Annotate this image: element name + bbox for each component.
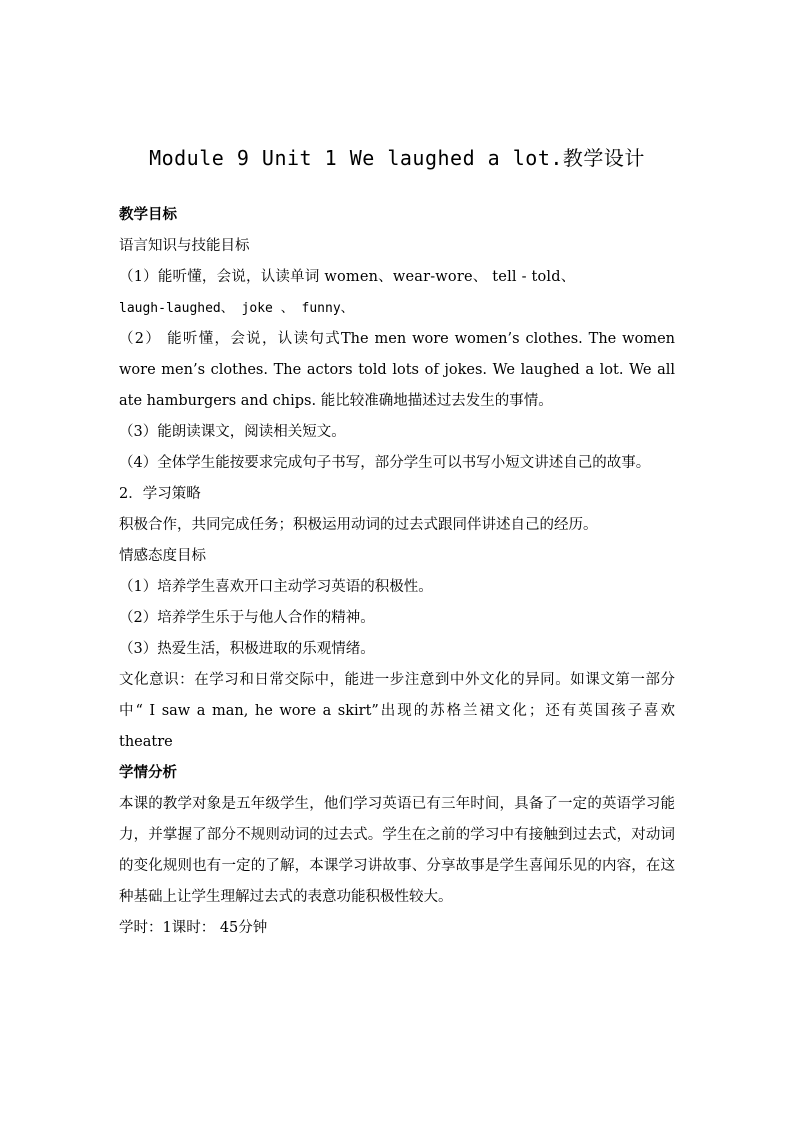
analysis-text: 本课的教学对象是五年级学生，他们学习英语已有三年时间，具备了一定的英语学习能力，并掌握了部分不规则动词的过去式。学生在之前的学习中有接触到过去式，对动词的变化规则也有一定的了解，本课学习讲故事、分享故事是学生喜闻乐见的内容，在这种基础上让学生理解过去式的表意功能积极性较大。 <box>119 796 675 905</box>
analysis-heading: 学情分析 <box>119 765 177 781</box>
skills-heading: 语言知识与技能目标 <box>119 238 250 254</box>
culture-awareness-text: 文化意识：在学习和日常交际中，能进一步注意到中外文化的异同。如课文第一部分中“ I saw a man, he wore a skirt”出现的苏格兰裙文化；还有英国孩子喜欢 theatre <box>119 672 675 750</box>
document-body <box>119 200 675 944</box>
skill-item-1-line-2: laugh-laughed、 joke 、 funny、 <box>119 301 354 316</box>
class-hours: 学时：1课时： 45分钟 <box>119 920 268 936</box>
attitude-heading: 情感态度目标 <box>119 548 206 564</box>
attitude-item-2: （2）培养学生乐于与他人合作的精神。 <box>119 610 375 626</box>
objectives-heading: 教学目标 <box>119 207 177 223</box>
attitude-item-3: （3）热爱生活，积极进取的乐观情绪。 <box>119 641 375 657</box>
strategy-heading: 2．学习策略 <box>119 486 201 502</box>
attitude-item-1: （1）培养学生喜欢开口主动学习英语的积极性。 <box>119 579 433 595</box>
skill-item-3: （3）能朗读课文，阅读相关短文。 <box>119 424 346 440</box>
strategy-text: 积极合作，共同完成任务；积极运用动词的过去式跟同伴讲述自己的经历。 <box>119 517 598 533</box>
document-title: Module 9 Unit 1 We laughed a lot.教学设计 <box>149 146 645 170</box>
skill-item-2: （2） 能听懂，会说，认读句式The men wore women’s clothes. The women wore men’s clothes. The actors told lots of jokes. We laughed a lot. We all ate hamburgers and chips. 能比较准确地描述过去发生的事情。 <box>119 331 675 409</box>
skill-item-1-line-1: （1）能听懂，会说，认读单词 women、wear-wore、 tell - told、 <box>119 269 576 285</box>
skill-item-4: （4）全体学生能按要求完成句子书写，部分学生可以书写小短文讲述自己的故事。 <box>119 455 651 471</box>
